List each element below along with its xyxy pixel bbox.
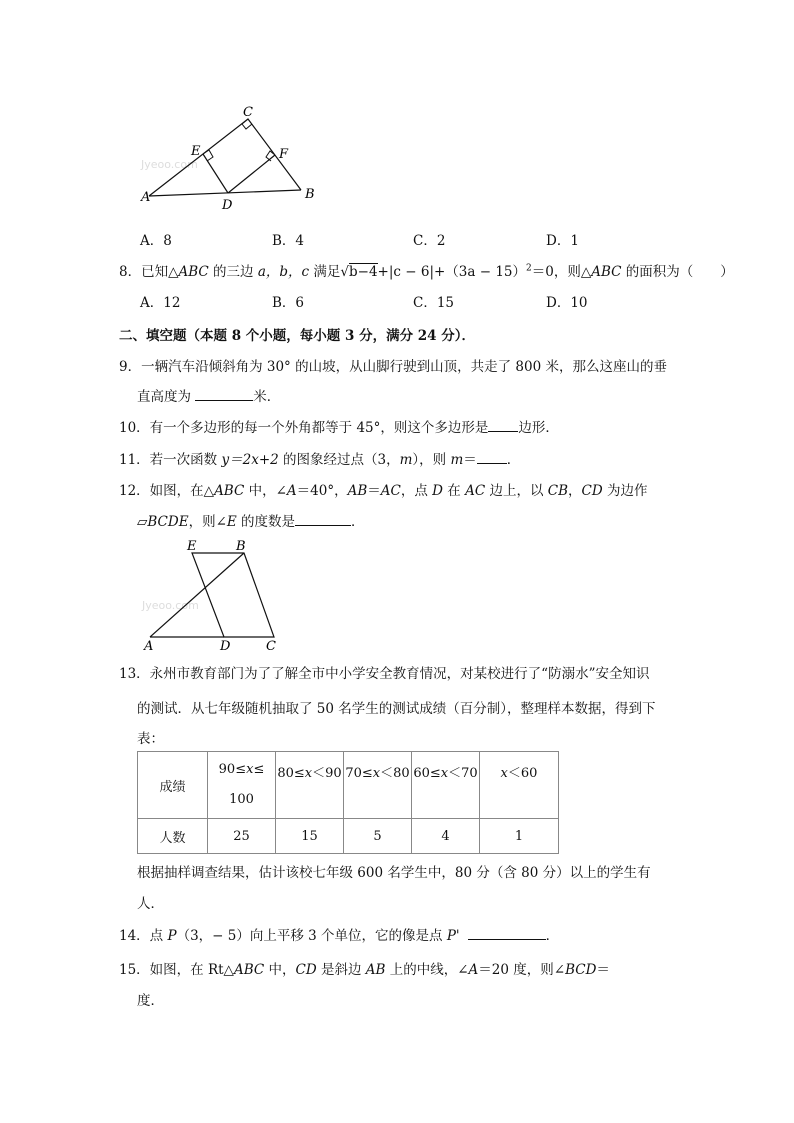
figure-triangle-rectangle <box>135 100 325 212</box>
label-D: D <box>220 639 231 654</box>
q13-line2: 的测试．从七年级随机抽取了 50 名学生的测试成绩（百分制），整理样本数据，得到下 <box>137 701 656 717</box>
table-cell: 5 <box>344 819 412 854</box>
score-table <box>137 751 559 854</box>
watermark: Jyeoo.com <box>142 599 199 612</box>
q8-option-a: A．12 <box>140 295 181 311</box>
q7-option-c: C．2 <box>413 233 446 249</box>
q8-option-d: D．10 <box>546 295 588 311</box>
answer-blank <box>468 927 546 940</box>
q9-line2: 直高度为 米． <box>137 389 281 405</box>
q8-option-c: C．15 <box>413 295 455 311</box>
q7-option-b: B．4 <box>272 233 305 249</box>
table-cell: 4 <box>412 819 480 854</box>
table-cell: 人数 <box>138 819 208 854</box>
label-C: C <box>266 639 276 654</box>
q13-line3: 表： <box>137 731 164 747</box>
q13-after-line2: 人． <box>137 896 164 912</box>
answer-blank <box>195 388 253 401</box>
answer-blank <box>295 513 351 526</box>
table-cell: 15 <box>276 819 344 854</box>
table-cell: 80≤x＜90 <box>276 752 344 819</box>
label-A: A <box>141 190 151 205</box>
figure-parallelogram <box>140 537 285 655</box>
label-F: F <box>279 147 289 162</box>
answer-blank <box>488 419 518 432</box>
q10: 10．有一个多边形的每一个外角都等于 45°，则这个多边形是 边形． <box>119 420 559 436</box>
q7-option-d: D．1 <box>546 233 579 249</box>
sqrt-symbol: √b−4 <box>340 264 378 280</box>
q9-line1: 9．一辆汽车沿倾斜角为 30° 的山坡，从山脚行驶到山顶，共走了 800 米，那么这座山的垂 <box>119 359 667 375</box>
table-row <box>138 752 559 819</box>
q12-line1: 12．如图，在△ABC 中，∠A＝40°，AB＝AC，点 D 在 AC 边上，以 CB，CD 为边作 <box>119 483 648 499</box>
label-B: B <box>305 187 315 202</box>
label-B: B <box>236 539 246 554</box>
label-D: D <box>222 198 233 212</box>
table-cell: 1 <box>480 819 559 854</box>
label-A: A <box>144 639 154 654</box>
q15-line1: 15．如图，在 Rt△ABC 中，CD 是斜边 AB 上的中线，∠A＝20 度，则∠BCD＝ <box>119 962 610 978</box>
q8-question: 8．已知△ABC 的三边 a，b，c 满足$√b-4+|c - 6|+(3a - 15)^2=0$，则△ABC 的面积为（ ） <box>119 263 734 280</box>
table-cell: 60≤x＜70 <box>412 752 480 819</box>
table-row <box>138 819 559 854</box>
table-cell: 25 <box>208 819 276 854</box>
answer-blank <box>477 451 507 464</box>
table-cell: x＜60 <box>480 752 559 819</box>
q14: 14．点 P（3，− 5）向上平移 3 个单位，它的像是点 P' ． <box>119 928 560 944</box>
q7-option-a: A．8 <box>140 233 172 249</box>
q13-after-line1: 根据抽样调查结果，估计该校七年级 600 名学生中，80 分（含 80 分）以上的学生有 <box>137 865 651 881</box>
table-cell: 90≤x≤ 100 <box>208 752 276 819</box>
section-heading: 二、填空题（本题 8 个小题，每小题 3 分，满分 24 分）． <box>119 328 476 344</box>
table-cell: 成绩 <box>138 752 208 819</box>
q13-line1: 13．永州市教育部门为了了解全市中小学安全教育情况，对某校进行了“防溺水”安全知识 <box>119 666 650 682</box>
q8-option-b: B．6 <box>272 295 305 311</box>
q11: 11．若一次函数 y＝2x+2 的图象经过点（3，m），则 m＝ ． <box>119 452 521 468</box>
watermark: Jyeoo.com <box>141 158 198 171</box>
label-E: E <box>191 144 201 159</box>
q15-line2: 度． <box>137 993 164 1009</box>
label-C: C <box>243 105 253 120</box>
label-E: E <box>187 539 197 554</box>
q12-line2: ▱BCDE，则∠E 的度数是 ． <box>137 514 365 530</box>
table-cell: 70≤x＜80 <box>344 752 412 819</box>
